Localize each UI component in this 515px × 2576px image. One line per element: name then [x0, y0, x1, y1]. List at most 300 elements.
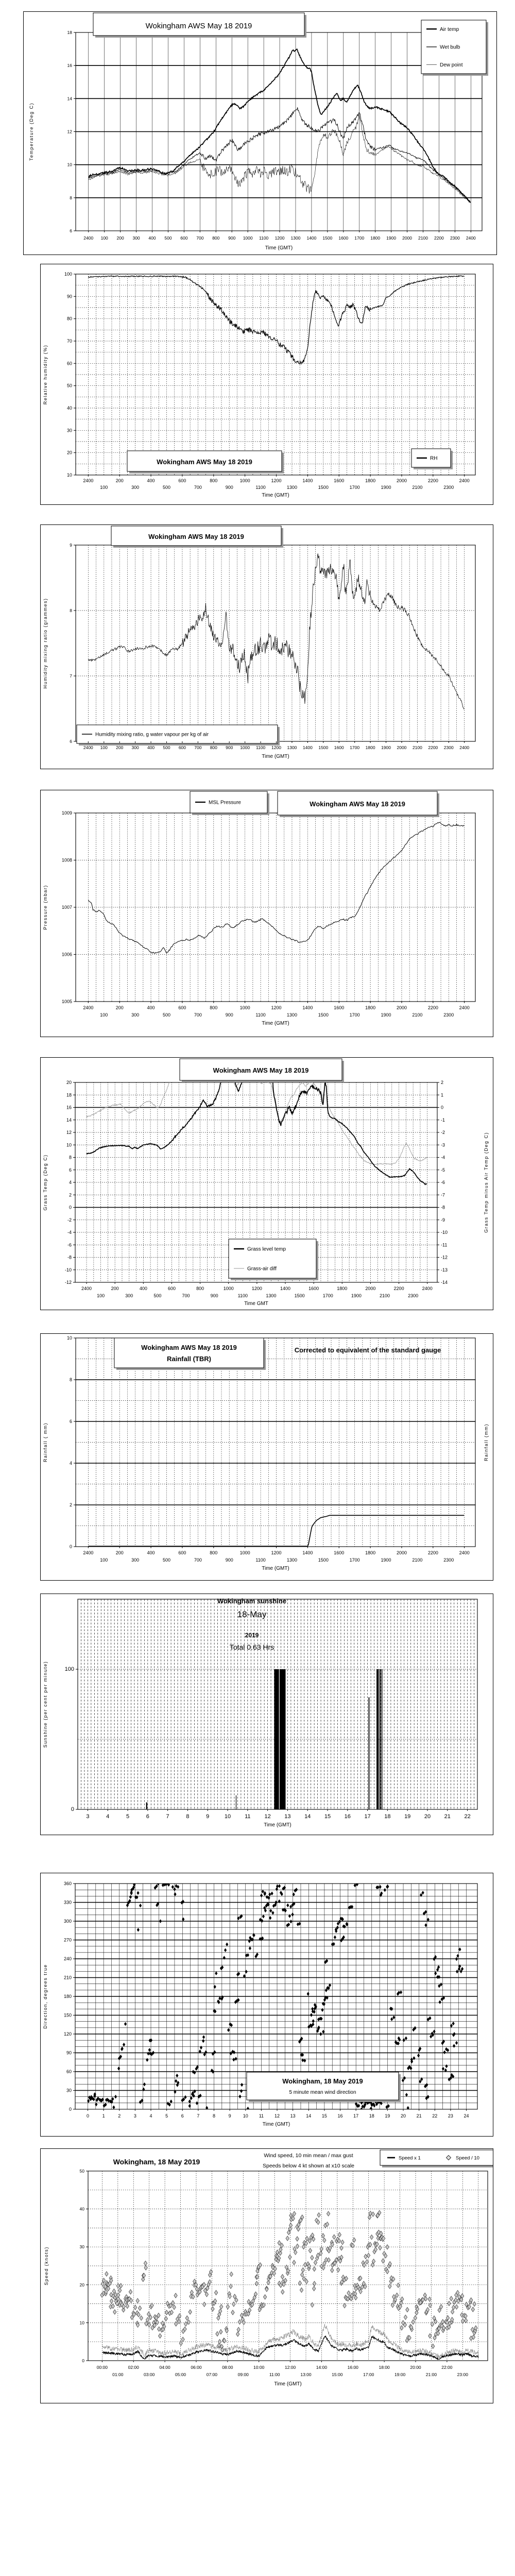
- x-tick-label: 21: [416, 2113, 422, 2119]
- y-tick-label: 8: [68, 1155, 72, 1160]
- x-tick-label: 1300: [286, 1012, 297, 1018]
- x-tick-label: 5: [126, 1814, 130, 1820]
- x-tick-label: 1900: [386, 235, 397, 241]
- x-tick-label: 700: [182, 1293, 190, 1298]
- x-tick-label: 400: [147, 1550, 155, 1555]
- x-tick-label: 2200: [427, 478, 438, 483]
- x-tick-label: 12: [274, 2113, 280, 2119]
- y2-tick-label: -14: [441, 1280, 448, 1285]
- correction-note: Corrected to equivalent of the standard gauge: [294, 1346, 441, 1354]
- y-tick-label: 50: [79, 2168, 84, 2174]
- x-tick-label: 1000: [239, 1005, 250, 1010]
- y-tick-label: 10: [67, 162, 72, 167]
- x-tick-label: 7: [166, 1814, 169, 1820]
- chart-relative-humidity: [40, 264, 493, 505]
- y-tick-label: 1008: [61, 857, 72, 863]
- y-tick-label: 0: [71, 1806, 74, 1812]
- x-tick-label: 2200: [427, 1005, 438, 1010]
- x-tick-label: 2400: [83, 745, 93, 750]
- x-tick-label: 100: [100, 485, 108, 490]
- x-tick-label: 2200: [427, 1550, 438, 1555]
- y-tick-label: 18: [67, 30, 72, 35]
- x-tick-label: 8: [213, 2113, 216, 2119]
- chart-title: Wokingham, 18 May 2019: [282, 2077, 363, 2085]
- x-tick-label: 20: [401, 2113, 406, 2119]
- x-tick-label: 800: [210, 1005, 218, 1010]
- x-tick-label: 200: [116, 235, 124, 241]
- x-tick-label: 1900: [381, 745, 391, 750]
- x-tick-label: 16:00: [347, 2365, 358, 2370]
- x-axis-title: Time (GMT): [262, 2122, 290, 2127]
- x-tick-label: 200: [111, 1286, 119, 1291]
- series-mean-speed-line: [102, 2336, 478, 2360]
- x-tick-label: 2100: [412, 485, 423, 490]
- x-tick-label: 12: [264, 1814, 271, 1820]
- y-axis-title: Sunshine (per cent per minute): [43, 1660, 48, 1748]
- x-tick-label: 17:00: [363, 2372, 374, 2377]
- y2-tick-label: -10: [441, 1230, 448, 1235]
- x-tick-label: 300: [132, 235, 140, 241]
- x-tick-label: 18: [369, 2113, 374, 2119]
- x-tick-label: 22: [432, 2113, 438, 2119]
- y2-tick-label: -8: [441, 1205, 445, 1210]
- x-tick-label: 08:00: [222, 2365, 233, 2370]
- x-tick-label: 2400: [81, 1286, 92, 1291]
- chart-canvas-relative-humidity: [41, 264, 493, 504]
- x-tick-label: 14: [306, 2113, 312, 2119]
- x-tick-label: 17: [364, 1814, 371, 1820]
- x-tick-label: 500: [162, 485, 171, 490]
- chart-title: Rainfall (TBR): [167, 1355, 211, 1363]
- x-tick-label: 1500: [294, 1293, 305, 1298]
- y-tick-label: 180: [63, 1994, 72, 1999]
- x-tick-label: 19: [404, 1814, 411, 1820]
- x-tick-label: 1400: [302, 745, 313, 750]
- y-axis-title: Temperature (Deg C): [29, 102, 34, 161]
- y2-tick-label: 2: [441, 1080, 444, 1085]
- chart-canvas-temperature: [24, 12, 496, 255]
- y-tick-label: 8: [70, 195, 72, 200]
- y-tick-label: 0: [68, 2107, 72, 2112]
- x-tick-label: 100: [100, 1557, 108, 1563]
- x-tick-label: 600: [180, 235, 188, 241]
- legend-label: Air temp: [440, 26, 459, 32]
- y-tick-label: 300: [63, 1919, 72, 1924]
- y-tick-label: 18: [66, 1092, 72, 1098]
- x-tick-label: 1500: [318, 485, 329, 490]
- x-tick-label: 11: [259, 2113, 264, 2119]
- y-tick-label: 1005: [61, 999, 72, 1004]
- y-tick-label: -6: [67, 1242, 72, 1248]
- chart-title: Wokingham AWS May 18 2019: [145, 22, 252, 30]
- x-tick-label: 6: [181, 2113, 184, 2119]
- y-axis-title: Relative humidity (%): [43, 344, 48, 405]
- y2-tick-label: -4: [441, 1155, 445, 1160]
- x-tick-label: 800: [210, 478, 218, 483]
- x-tick-label: 1700: [349, 1557, 360, 1563]
- y2-tick-label: 1: [441, 1092, 444, 1098]
- x-tick-label: 1400: [302, 478, 313, 483]
- chart-title: Wokingham, 18 May 2019: [113, 2158, 200, 2166]
- x-tick-label: 900: [226, 745, 233, 750]
- chart-title: Wokingham AWS May 18 2019: [157, 458, 252, 466]
- chart-canvas-humidity-mixing-ratio: [41, 525, 493, 769]
- x-tick-label: 1200: [271, 1550, 282, 1555]
- x-tick-label: 200: [115, 1550, 124, 1555]
- x-tick-label: 1600: [334, 745, 344, 750]
- overlay-box: [114, 1338, 264, 1368]
- y-tick-label: 1009: [61, 810, 72, 816]
- x-axis-title: Time (GMT): [264, 1822, 291, 1828]
- chart-wind-direction: [40, 1873, 493, 2137]
- x-tick-label: 1900: [351, 1293, 362, 1298]
- y2-tick-label: -11: [441, 1242, 448, 1248]
- x-tick-label: 2100: [412, 1012, 423, 1018]
- sunshine-title: Wokingham sunshine: [217, 1597, 287, 1605]
- x-tick-label: 1100: [255, 1012, 266, 1018]
- y2-axis-title: Grass Temp minus Air Temp (Deg C): [484, 1132, 489, 1233]
- x-tick-label: 1900: [381, 1557, 391, 1563]
- y-tick-label: 100: [64, 272, 72, 277]
- x-tick-label: 400: [148, 235, 156, 241]
- x-axis-title: Time (GMT): [265, 245, 293, 251]
- x-tick-label: 1700: [350, 745, 360, 750]
- x-tick-label: 300: [131, 1012, 140, 1018]
- x-tick-label: 400: [147, 478, 155, 483]
- x-axis-title: Time (GMT): [262, 754, 289, 759]
- series-rain-accumulation: [88, 1515, 464, 1546]
- x-tick-label: 20:00: [410, 2365, 421, 2370]
- x-tick-label: 500: [153, 1293, 162, 1298]
- x-tick-label: 13: [290, 2113, 296, 2119]
- x-tick-label: 0: [86, 2113, 90, 2119]
- x-tick-label: 100: [100, 235, 108, 241]
- x-tick-label: 9: [228, 2113, 231, 2119]
- x-tick-label: 19:00: [394, 2372, 406, 2377]
- x-tick-label: 18: [384, 1814, 391, 1820]
- x-tick-label: 1200: [251, 1286, 262, 1291]
- x-tick-label: 2300: [443, 745, 454, 750]
- x-tick-label: 400: [147, 1005, 155, 1010]
- y-tick-label: 9: [70, 543, 72, 548]
- x-tick-label: 1000: [223, 1286, 234, 1291]
- y-tick-label: 8: [70, 608, 72, 613]
- y2-tick-label: -5: [441, 1167, 445, 1173]
- x-tick-label: 800: [210, 1550, 218, 1555]
- legend-label: Dew point: [440, 62, 463, 69]
- y-tick-label: 60: [66, 361, 72, 366]
- chart-rainfall: [40, 1333, 493, 1581]
- chart-canvas-sunshine: [41, 1594, 493, 1835]
- chart-humidity-mixing-ratio: [40, 524, 493, 769]
- chart-subtitle: Wind speed, 10 min mean / max gust: [264, 2153, 353, 2159]
- y-tick-label: 6: [70, 739, 72, 744]
- series-rh: [88, 276, 464, 364]
- chart-title: Wokingham AWS May 18 2019: [213, 1066, 309, 1074]
- y-tick-label: -10: [64, 1267, 72, 1273]
- x-tick-label: 600: [178, 1550, 186, 1555]
- y-tick-label: 60: [66, 2069, 72, 2074]
- x-tick-label: 2300: [450, 235, 460, 241]
- x-tick-label: 03:00: [144, 2372, 155, 2377]
- x-tick-label: 500: [164, 235, 172, 241]
- x-tick-label: 1300: [287, 745, 297, 750]
- y-tick-label: 100: [64, 1666, 74, 1672]
- y-tick-label: 90: [66, 2050, 72, 2056]
- x-tick-label: 200: [115, 478, 124, 483]
- chart-sunshine: [40, 1594, 493, 1835]
- x-tick-label: 2400: [466, 235, 476, 241]
- chart-canvas-wind-direction: [41, 1873, 493, 2136]
- x-tick-label: 900: [210, 1293, 218, 1298]
- sunshine-title: Total 0.63 Hrs: [229, 1643, 274, 1651]
- sunshine-title: 2019: [245, 1632, 259, 1639]
- x-tick-label: 2400: [83, 235, 94, 241]
- x-tick-label: 800: [212, 235, 220, 241]
- y-tick-label: 20: [66, 450, 72, 455]
- x-tick-label: 2400: [83, 1005, 94, 1010]
- chart-wind-speed: [40, 2148, 493, 2403]
- x-tick-label: 1700: [349, 1012, 360, 1018]
- x-tick-label: 13: [284, 1814, 291, 1820]
- y-axis-title: Rainfall ( mm): [43, 1422, 48, 1463]
- x-tick-label: 1200: [271, 745, 281, 750]
- x-tick-label: 1400: [280, 1286, 291, 1291]
- x-tick-label: 06:00: [191, 2365, 202, 2370]
- y-tick-label: 50: [66, 383, 72, 388]
- x-tick-label: 10:00: [253, 2365, 265, 2370]
- y-tick-label: 16: [66, 1105, 72, 1110]
- y2-tick-label: -9: [441, 1217, 445, 1223]
- x-tick-label: 11: [245, 1814, 251, 1820]
- x-tick-label: 15: [321, 2113, 327, 2119]
- x-tick-label: 21:00: [425, 2372, 437, 2377]
- y-tick-label: 90: [66, 294, 72, 299]
- x-tick-label: 2100: [412, 1557, 423, 1563]
- y-axis-title: Humidity mixing ratio (grammes): [43, 598, 48, 689]
- x-tick-label: 300: [131, 485, 140, 490]
- y-tick-label: 20: [66, 1080, 72, 1085]
- x-tick-label: 1300: [286, 1557, 297, 1563]
- x-tick-label: 00:00: [96, 2365, 108, 2370]
- x-tick-label: 14:00: [316, 2365, 328, 2370]
- x-tick-label: 1700: [349, 485, 360, 490]
- y-tick-label: 0: [82, 2358, 84, 2363]
- y2-tick-label: -7: [441, 1192, 445, 1198]
- x-tick-label: 24: [464, 2113, 469, 2119]
- x-tick-label: 2200: [428, 745, 438, 750]
- x-tick-label: 2000: [365, 1286, 376, 1291]
- x-tick-label: 2: [118, 2113, 121, 2119]
- x-tick-label: 900: [225, 1557, 233, 1563]
- x-tick-label: 1700: [354, 235, 365, 241]
- y-tick-label: 4: [68, 1180, 72, 1185]
- x-tick-label: 2200: [393, 1286, 404, 1291]
- y-tick-label: -8: [67, 1255, 72, 1260]
- y-tick-label: 12: [67, 129, 72, 134]
- y-axis-title: Speed (knots): [44, 2246, 49, 2285]
- legend-label: RH: [430, 455, 438, 462]
- x-axis-title: Time (GMT): [262, 1566, 289, 1571]
- x-tick-label: 2000: [396, 1005, 407, 1010]
- x-tick-label: 1800: [365, 478, 376, 483]
- x-tick-label: 1800: [365, 1550, 376, 1555]
- y-tick-label: 80: [66, 316, 72, 321]
- y2-tick-label: -13: [441, 1267, 448, 1273]
- x-tick-label: 9: [206, 1814, 210, 1820]
- x-tick-label: 1800: [365, 1005, 376, 1010]
- y2-tick-label: -1: [441, 1117, 445, 1123]
- x-tick-label: 1500: [318, 745, 329, 750]
- x-tick-label: 1900: [381, 1012, 391, 1018]
- y-tick-label: 40: [79, 2206, 84, 2212]
- x-tick-label: 4: [106, 1814, 110, 1820]
- legend-label: Humidity mixing ratio, g water vapour per kg of air: [95, 732, 209, 738]
- x-tick-label: 600: [178, 745, 186, 750]
- x-tick-label: 22: [464, 1814, 471, 1820]
- x-tick-label: 23: [448, 2113, 453, 2119]
- x-axis-title: Time GMT: [244, 1301, 268, 1307]
- x-tick-label: 700: [196, 235, 204, 241]
- legend-label: Grass level temp: [247, 1246, 286, 1252]
- x-tick-label: 400: [147, 745, 155, 750]
- x-tick-label: 100: [100, 1012, 108, 1018]
- y-tick-label: 10: [66, 472, 72, 478]
- x-tick-label: 1000: [240, 745, 250, 750]
- x-tick-label: 1500: [318, 1012, 329, 1018]
- series-wet-bulb: [89, 107, 471, 202]
- x-tick-label: 2400: [83, 478, 94, 483]
- x-tick-label: 1400: [306, 235, 317, 241]
- y-tick-label: 30: [66, 428, 72, 433]
- x-tick-label: 02:00: [128, 2365, 139, 2370]
- y-tick-label: 14: [66, 1117, 72, 1123]
- y-tick-label: 30: [66, 2088, 72, 2093]
- y-tick-label: 70: [66, 338, 72, 344]
- x-tick-label: 1600: [334, 1550, 345, 1555]
- series-gust-x10-diamonds: [100, 2210, 477, 2352]
- x-tick-label: 600: [178, 1005, 186, 1010]
- x-tick-label: 1600: [334, 478, 345, 483]
- x-tick-label: 12:00: [284, 2365, 296, 2370]
- y-tick-label: 0: [68, 1205, 72, 1210]
- x-tick-label: 900: [225, 1012, 233, 1018]
- y-tick-label: 4: [69, 1461, 72, 1466]
- x-tick-label: 400: [139, 1286, 147, 1291]
- x-tick-label: 1400: [302, 1005, 313, 1010]
- x-tick-label: 1200: [271, 478, 282, 483]
- y2-axis-title: Rainfall (mm): [484, 1423, 489, 1462]
- x-tick-label: 20: [424, 1814, 431, 1820]
- y-tick-label: 2: [69, 1502, 72, 1507]
- x-tick-label: 1500: [318, 1557, 329, 1563]
- y-tick-label: 240: [63, 1956, 72, 1961]
- x-tick-label: 1100: [237, 1293, 248, 1298]
- x-tick-label: 2000: [397, 745, 407, 750]
- x-tick-label: 07:00: [206, 2372, 218, 2377]
- chart-canvas-rainfall: [41, 1334, 493, 1580]
- x-tick-label: 2400: [459, 1550, 470, 1555]
- y-tick-label: 7: [70, 673, 72, 679]
- x-tick-label: 500: [163, 745, 170, 750]
- x-tick-label: 200: [115, 1005, 124, 1010]
- legend-label: Speed x 1: [399, 2155, 421, 2161]
- x-tick-label: 300: [125, 1293, 133, 1298]
- chart-grass-temperature: [40, 1057, 493, 1310]
- y-tick-label: -12: [64, 1280, 72, 1285]
- x-tick-label: 1700: [322, 1293, 333, 1298]
- x-tick-label: 21: [444, 1814, 451, 1820]
- x-tick-label: 600: [178, 478, 186, 483]
- x-tick-label: 200: [116, 745, 124, 750]
- series-air-temp: [89, 49, 471, 202]
- x-tick-label: 800: [196, 1286, 204, 1291]
- x-tick-label: 7: [197, 2113, 200, 2119]
- x-tick-label: 8: [186, 1814, 190, 1820]
- x-tick-label: 2400: [459, 478, 470, 483]
- x-tick-label: 2100: [418, 235, 428, 241]
- x-tick-label: 700: [194, 1012, 202, 1018]
- x-tick-label: 300: [131, 745, 139, 750]
- x-tick-label: 2000: [402, 235, 413, 241]
- x-tick-label: 3: [86, 1814, 90, 1820]
- x-tick-label: 2400: [459, 745, 470, 750]
- y-tick-label: 2: [68, 1192, 72, 1198]
- y-tick-label: 16: [67, 63, 72, 69]
- y-tick-label: 1006: [61, 952, 72, 957]
- x-tick-label: 900: [228, 235, 236, 241]
- x-tick-label: 600: [167, 1286, 176, 1291]
- y2-tick-label: -2: [441, 1130, 445, 1135]
- y-tick-label: 10: [79, 2320, 84, 2326]
- x-tick-label: 2300: [443, 1557, 454, 1563]
- y-tick-label: 30: [79, 2244, 84, 2250]
- chart-canvas-grass-temperature: [41, 1058, 493, 1310]
- x-tick-label: 3: [133, 2113, 136, 2119]
- x-tick-label: 04:00: [159, 2365, 170, 2370]
- legend-label: Grass-air diff: [247, 1266, 277, 1272]
- x-tick-label: 01:00: [112, 2372, 124, 2377]
- x-tick-label: 100: [100, 745, 108, 750]
- y2-tick-label: -6: [441, 1180, 445, 1185]
- y-axis-title: Grass Temp (Deg C): [43, 1154, 48, 1211]
- x-tick-label: 800: [210, 745, 217, 750]
- x-tick-label: 1000: [239, 478, 250, 483]
- x-tick-label: 13:00: [300, 2372, 312, 2377]
- sunshine-title: 18-May: [237, 1609, 267, 1619]
- x-tick-label: 2100: [412, 745, 422, 750]
- x-tick-label: 1300: [286, 485, 297, 490]
- x-tick-label: 18:00: [379, 2365, 390, 2370]
- x-tick-label: 05:00: [175, 2372, 186, 2377]
- y-tick-label: 6: [70, 228, 72, 233]
- x-tick-label: 2100: [379, 1293, 390, 1298]
- y-tick-label: 360: [63, 1881, 72, 1886]
- y-tick-label: 150: [63, 2012, 72, 2018]
- x-tick-label: 500: [162, 1012, 171, 1018]
- x-tick-label: 1: [102, 2113, 105, 2119]
- y2-tick-label: -3: [441, 1142, 445, 1148]
- x-tick-label: 22:00: [441, 2365, 453, 2370]
- chart-title: 5 minute mean wind direction: [289, 2090, 356, 2095]
- x-tick-label: 1100: [259, 235, 269, 241]
- x-tick-label: 10: [224, 1814, 231, 1820]
- x-tick-label: 900: [225, 485, 233, 490]
- x-tick-label: 1100: [255, 745, 266, 750]
- x-tick-label: 2400: [459, 1005, 470, 1010]
- x-tick-label: 1600: [308, 1286, 319, 1291]
- y-tick-label: 10: [66, 1142, 72, 1148]
